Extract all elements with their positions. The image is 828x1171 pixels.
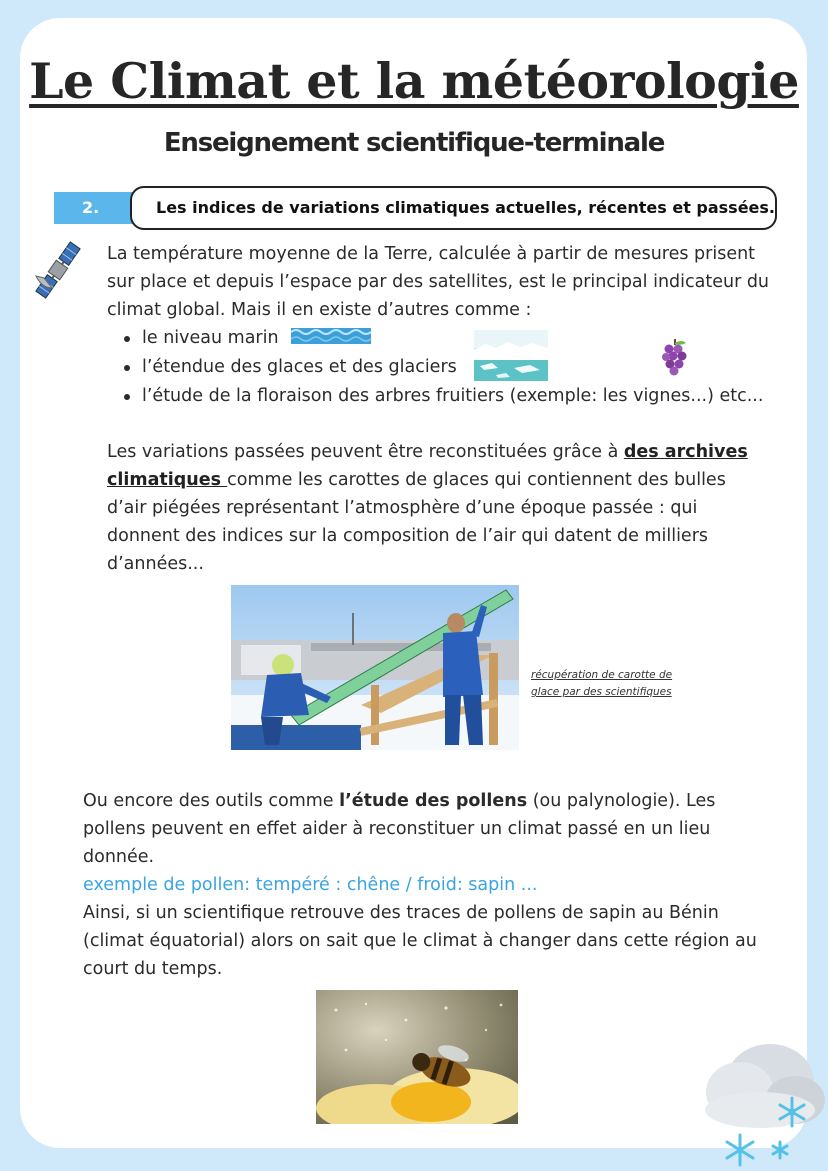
- photo-caption: récupération de carotte de glace par des scientifiques: [531, 669, 673, 698]
- list-item: l’étude de la floraison des arbres fruitiers (exemple: les vignes...) etc...: [120, 382, 763, 411]
- section-number-badge: 2.: [54, 192, 144, 224]
- page-title: Le Climat et la météorologie: [29, 52, 799, 110]
- pollen-text-start: Ou encore des outils comme: [83, 791, 340, 811]
- satellite-icon: [30, 238, 86, 302]
- intro-paragraph: La température moyenne de la Terre, calculée à partir de mesures prisent sur place et depuis l’espace par des satellites, est le principal indicateur du climat global. Mais il en existe d’autres comme :: [107, 244, 770, 320]
- section-title: Les indices de variations climatiques actuelles, récentes et passées.: [130, 186, 777, 230]
- sea-wave-icon: [291, 328, 371, 344]
- ice-core-photo: [231, 585, 519, 750]
- pollen-highlight: l’étude des pollens: [339, 791, 528, 811]
- glacier-icon: [474, 330, 548, 381]
- grapes-icon: [660, 337, 690, 377]
- archives-text-end: comme les carottes de glaces qui contiennent des bulles d’air piégées représentant l’atmosphère d’une époque passée : qui donnent des indices sur la composition de l’air qui datent de milliers d’années...: [107, 470, 726, 574]
- list-item: le niveau marin: [120, 324, 763, 353]
- pollen-paragraph: [83, 787, 763, 871]
- list-item: l’étendue des glaces et des glaciers: [120, 353, 763, 382]
- archives-text-start: Les variations passées peuvent être reconstituées grâce à: [107, 442, 624, 462]
- archives-paragraph: [107, 438, 767, 578]
- bee-pollen-photo: [316, 990, 518, 1124]
- pollen-text-end: (ou palynologie). Les pollens peuvent en effet aider à reconstituer un climat passé en un lieu donnée.: [83, 791, 716, 867]
- archives-highlight: des archives climatiques: [107, 442, 748, 490]
- page-subtitle: Enseignement scientifique-terminale: [163, 128, 665, 158]
- pollen-example: exemple de pollen: tempéré : chêne / froid: sapin ...: [83, 875, 538, 895]
- snow-cloud-icon: [700, 1030, 828, 1171]
- conclusion-paragraph: Ainsi, si un scientifique retrouve des traces de pollens de sapin au Bénin (climat équatorial) alors on sait que le climat à changer dans cette région au court du temps.: [83, 903, 757, 979]
